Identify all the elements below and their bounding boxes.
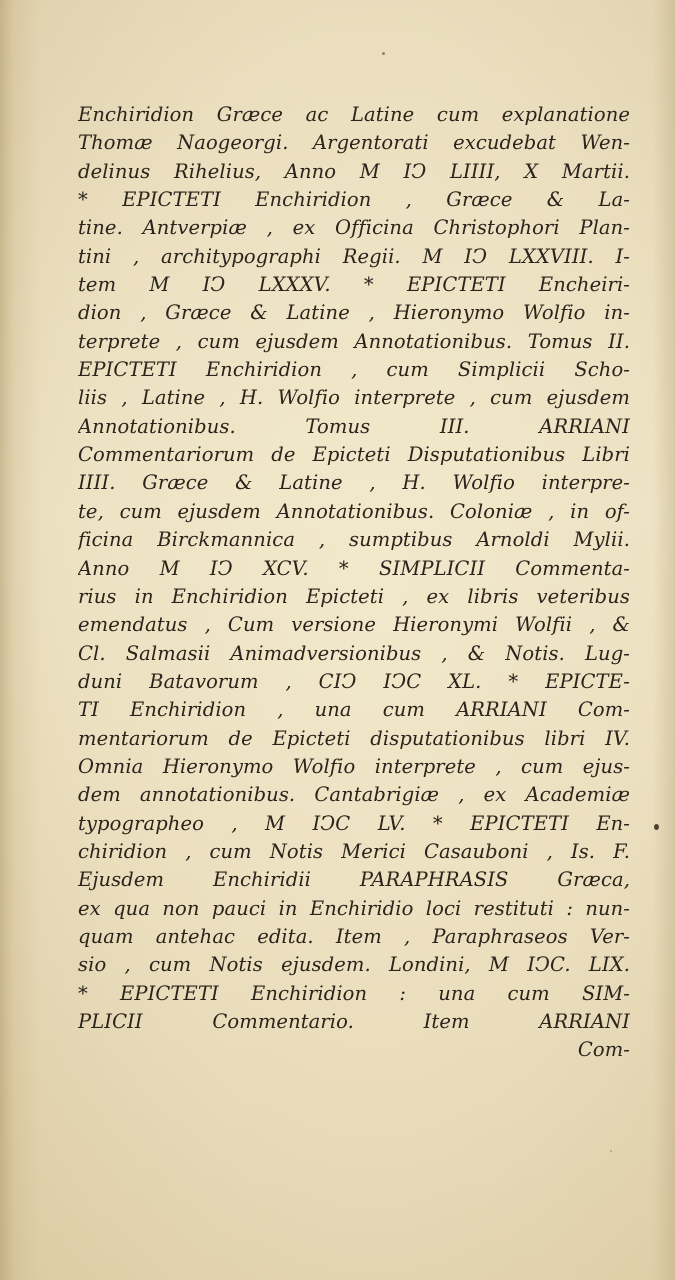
catchword: Com-: [577, 1038, 630, 1062]
ink-speck: [382, 52, 385, 55]
text-line: liis , Latine , H. Wolfio interprete , cum ejusdem: [78, 386, 630, 410]
text-line: Cl. Salmasii Animadversionibus , & Notis. Lug-: [78, 641, 630, 665]
text-line: Anno M IↃ XCV. * SIMPLICII Commenta-: [78, 556, 630, 580]
text-line: tini , architypographi Regii. M IↃ LXXVIII. I-: [78, 244, 630, 268]
body-text: [78, 101, 630, 1065]
text-line: terprete , cum ejusdem Annotationibus. Tomus II.: [78, 329, 630, 353]
text-line: Thomæ Naogeorgi. Argentorati excudebat Wen-: [78, 131, 630, 155]
text-line: chiridion , cum Notis Merici Casauboni , Is. F.: [78, 839, 630, 863]
text-line: rius in Enchiridion Epicteti , ex libris veteribus: [78, 584, 630, 608]
text-line: Annotationibus. Tomus III. ARRIANI: [78, 414, 630, 438]
text-line: * EPICTETI Enchiridion , Græce & La-: [78, 188, 630, 212]
text-line: * EPICTETI Enchiridion : una cum SIM-: [78, 981, 630, 1005]
text-line: Ejusdem Enchiridii PARAPHRASIS Græca,: [78, 868, 630, 892]
text-line: mentariorum de Epicteti disputationibus libri IV.: [78, 726, 630, 750]
text-line: sio , cum Notis ejusdem. Londini, M IↃC. LIX.: [78, 953, 630, 977]
text-line: ex qua non pauci in Enchiridio loci restituti : nun-: [78, 896, 630, 920]
text-line: tem M IↃ LXXXV. * EPICTETI Encheiri-: [78, 273, 630, 297]
text-line: te, cum ejusdem Annotationibus. Coloniæ , in of-: [78, 499, 630, 523]
text-line: IIII. Græce & Latine , H. Wolfio interpre-: [78, 471, 630, 495]
text-line: delinus Rihelius, Anno M IↃ LIIII, X Martii.: [78, 159, 630, 183]
text-line: TI Enchiridion , una cum ARRIANI Com-: [78, 698, 630, 722]
text-line: dion , Græce & Latine , Hieronymo Wolfio in-: [78, 301, 630, 325]
text-line: Enchiridion Græce ac Latine cum explanatione: [78, 103, 630, 126]
ink-speck: [610, 1150, 612, 1152]
text-line: emendatus , Cum versione Hieronymi Wolfii , &: [78, 613, 630, 637]
text-line: dem annotationibus. Cantabrigiæ , ex Academiæ: [78, 783, 630, 807]
text-line: EPICTETI Enchiridion , cum Simplicii Scho-: [78, 358, 630, 382]
text-line: PLICII Commentario. Item ARRIANI: [78, 1010, 630, 1033]
text-line: ficina Birckmannica , sumptibus Arnoldi Mylii.: [78, 528, 630, 552]
text-line: typographeo , M IↃC LV. * EPICTETI En-: [78, 811, 630, 835]
ink-speck: [654, 824, 659, 830]
text-line: Commentariorum de Epicteti Disputationibus Libri: [78, 443, 630, 467]
text-line: tine. Antverpiæ , ex Officina Christophori Plan-: [78, 216, 630, 240]
text-line: quam antehac edita. Item , Paraphraseos Ver-: [78, 924, 630, 948]
text-line: duni Batavorum , CIↃ IↃC XL. * EPICTE-: [78, 669, 630, 693]
text-line: Omnia Hieronymo Wolfio interprete , cum ejus-: [78, 754, 630, 778]
